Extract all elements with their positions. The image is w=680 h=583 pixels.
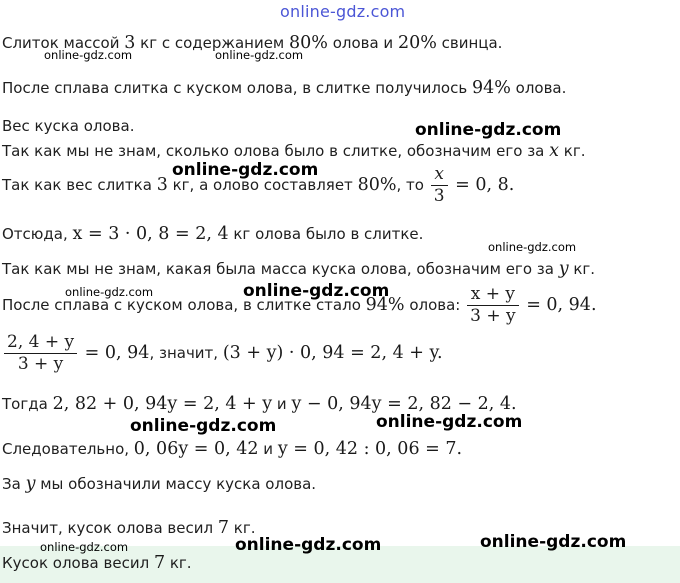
fraction-x-plus-y-over-3-plus-y: $\frac{x + y}{3 + y}$	[467, 284, 518, 327]
fraction-x-over-3: $\frac{x}{3}$	[431, 164, 448, 207]
solution-line-8: Следовательно, 0, 06y = 0, 42 и y = 0, 42 : 0, 06 = 7.	[2, 439, 463, 459]
watermark: online-gdz.com	[215, 48, 304, 62]
solution-line-5: После сплава с куском олова, в слитке стало 94% олова: $\frac{x + y}{3 + y}$ = 0, 94.	[2, 284, 597, 326]
solution-line-2: Так как вес слитка 3 кг, а олово составляет 80%, то $\frac{x}{3}$ = 0, 8.	[2, 164, 515, 206]
solution-line-3: Отсюда, x = 3 · 0, 8 = 2, 4 кг олова было в слитке.	[2, 224, 424, 244]
solution-line-7: Тогда 2, 82 + 0, 94y = 2, 4 + y и y − 0, 94y = 2, 82 − 2, 4.	[2, 394, 517, 414]
solution-line-1: Так как мы не знам, сколько олова было в слитке, обозначим его за x кг.	[2, 141, 586, 161]
watermark: online-gdz.com	[44, 48, 133, 62]
answer-text: Кусок олова весил 7 кг.	[2, 553, 192, 573]
problem-statement-line-1: Слиток массой 3 кг с содержанием 80% олова и 20% свинца.	[2, 33, 503, 53]
watermark: online-gdz.com	[130, 416, 277, 436]
question-line: Вес куска олова.	[2, 117, 135, 135]
solution-line-4: Так как мы не знам, какая была масса куска олова, обозначим его за y кг.	[2, 259, 596, 279]
watermark: online-gdz.com	[40, 540, 129, 554]
watermark: online-gdz.com	[415, 120, 562, 140]
solution-line-6: $\frac{2, 4 + y}{3 + y}$ = 0, 94, значит, (3 + y) · 0, 94 = 2, 4 + y.	[2, 330, 443, 376]
watermark: online-gdz.com	[172, 160, 319, 180]
watermark: online-gdz.com	[243, 281, 390, 301]
header-watermark[interactable]: online-gdz.com	[280, 2, 406, 21]
solution-line-9: За y мы обозначили массу куска олова.	[2, 474, 317, 494]
fraction-2-4-plus-y-over-3-plus-y: $\frac{2, 4 + y}{3 + y}$	[4, 332, 77, 375]
solution-line-10: Значит, кусок олова весил 7 кг.	[2, 518, 256, 538]
watermark: online-gdz.com	[235, 535, 382, 555]
problem-statement-line-2: После сплава слитка с куском олова, в слитке получилось 94% олова.	[2, 78, 567, 98]
watermark: online-gdz.com	[376, 412, 523, 432]
watermark: online-gdz.com	[65, 285, 154, 299]
watermark: online-gdz.com	[480, 532, 627, 552]
watermark: online-gdz.com	[488, 240, 577, 254]
